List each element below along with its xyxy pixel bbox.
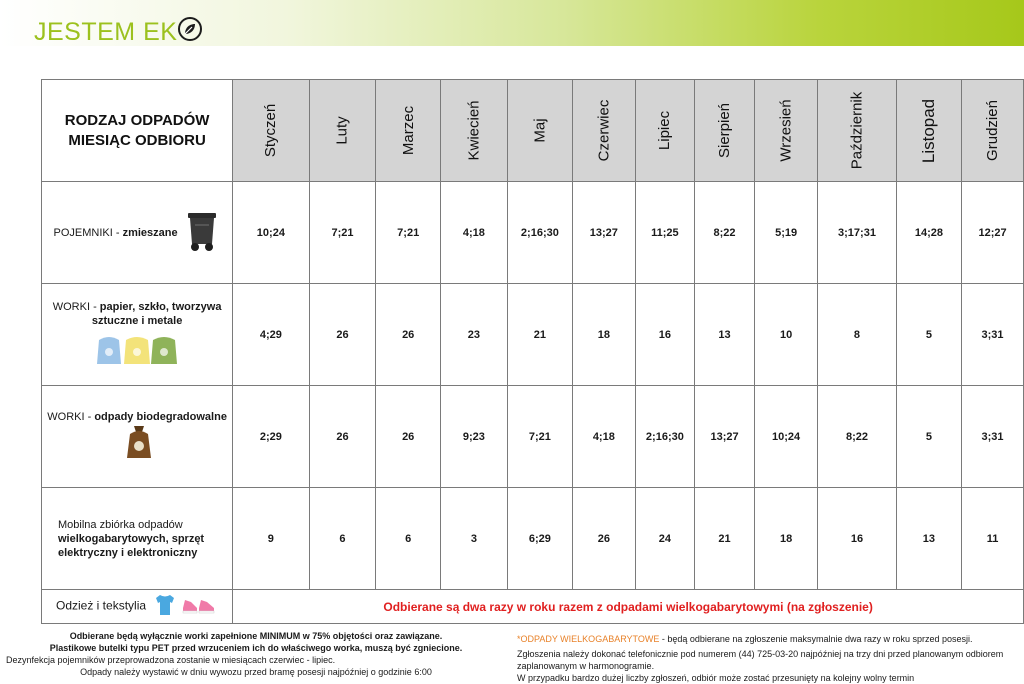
table-row [42,284,1024,386]
month-header-styczen: Styczeń [233,80,309,182]
cell-value: 3;31 [962,386,1024,488]
row-label-bold: wielkogabarytowych, sprzęt elektryczny i elektroniczny [58,532,205,559]
row-label-plain: POJEMNIKI - [53,226,123,239]
cell-value: 2;29 [233,386,309,488]
leaf-icon [178,17,202,41]
month-header-maj: Maj [507,80,572,182]
month-header-kwiecien: Kwiecień [440,80,507,182]
corner-line-2: MIESIĄC ODBIORU [68,131,206,149]
cell-value: 5 [896,284,961,386]
cell-value: 3;17;31 [818,182,897,284]
brand-logo [34,17,202,47]
cell-value: 26 [309,386,376,488]
table-row [42,386,1024,488]
row-label-recyclables [42,284,233,386]
row-label-bulky [42,488,233,590]
footer-bulky-intro [517,633,1017,645]
month-header-czerwiec: Czerwiec [572,80,635,182]
cell-value: 16 [635,284,694,386]
cell-value: 11 [962,488,1024,590]
corner-cell [42,80,233,182]
cell-value: 11;25 [635,182,694,284]
cell-value: 26 [376,284,441,386]
cell-value: 18 [754,488,817,590]
cell-value: 13;27 [572,182,635,284]
row-label-bold: papier, szkło, tworzywa sztuczne i metale [91,300,222,327]
row-label-bold: odpady biodegradowalne [94,410,227,423]
footer-bulky-delay: W przypadku bardzo dużej liczby zgłoszeń, odbiór może zostać przesunięty na kolejny wolny termin [517,673,915,683]
cell-value: 23 [440,284,507,386]
textiles-label: Odzież i tekstylia [56,598,147,613]
collection-schedule-table [41,79,1024,624]
row-label-bold: zmieszane [122,226,178,239]
tshirt-icon [153,593,177,620]
cell-value: 8 [818,284,897,386]
cell-value: 4;29 [233,284,309,386]
cell-value: 4;18 [572,386,635,488]
cell-value: 12;27 [962,182,1024,284]
sneakers-icon [181,594,217,619]
row-label-plain: WORKI - [52,300,100,313]
cell-value: 4;18 [440,182,507,284]
textiles-note: Odbierane są dwa razy w roku razem z odpadami wielkogabarytowymi (na zgłoszenie) [233,590,1024,624]
cell-value: 6 [309,488,376,590]
cell-value: 14;28 [896,182,961,284]
row-label-mixed [42,182,233,284]
footer-left [6,630,506,678]
row-label-plain: Mobilna zbiórka odpadów [58,518,183,531]
brown-bag-icon [124,424,154,464]
row-label-bio [42,386,233,488]
cell-value: 10 [754,284,817,386]
cell-value: 8;22 [695,182,755,284]
month-header-listopad: Listopad [896,80,961,182]
cell-value: 10;24 [754,386,817,488]
corner-line-1: RODZAJ ODPADÓW [64,111,210,129]
footer-right [517,633,1017,684]
cell-value: 9 [233,488,309,590]
cell-value: 21 [695,488,755,590]
month-header-marzec: Marzec [376,80,441,182]
footer-note-3: Dezynfekcja pojemników przeprowadzona zostanie w miesiącach czerwiec - lipiec. [6,655,336,665]
footer-bulky-phone: Zgłoszenia należy dokonać telefonicznie pod numerem (44) 725-03-20 najpóźniej na trzy dni przed planowanym odbiorem zaplanowanym w harmonogramie. [517,649,1004,671]
recycling-bags-icon [95,332,179,370]
month-header-lipiec: Lipiec [635,80,694,182]
cell-value: 9;23 [440,386,507,488]
cell-value: 8;22 [818,386,897,488]
cell-value: 7;21 [376,182,441,284]
textiles-label-cell [42,590,233,624]
footer-note-4: Odpady należy wystawić w dniu wywozu przed bramę posesji najpóźniej o godzinie 6:00 [80,667,432,677]
cell-value: 26 [572,488,635,590]
header-row [42,80,1024,182]
cell-value: 24 [635,488,694,590]
cell-value: 7;21 [507,386,572,488]
table-row [42,182,1024,284]
cell-value: 16 [818,488,897,590]
month-header-sierpien: Sierpień [695,80,755,182]
brand-title: JESTEM EK [34,18,178,46]
month-header-pazdziernik: Październik [818,80,897,182]
cell-value: 2;16;30 [635,386,694,488]
cell-value: 5;19 [754,182,817,284]
cell-value: 3 [440,488,507,590]
cell-value: 3;31 [962,284,1024,386]
bulky-highlight: *ODPADY WIELKOGABARYTOWE [517,634,660,644]
month-header-wrzesien: Wrzesień [754,80,817,182]
month-header-luty: Luty [309,80,376,182]
row-label-plain: WORKI - [47,410,95,423]
cell-value: 7;21 [309,182,376,284]
cell-value: 13;27 [695,386,755,488]
footer-note-2: Plastikowe butelki typu PET przed wrzuceniem ich do właściwego worka, muszą być zgniecione. [49,643,463,653]
black-bin-icon [183,210,221,256]
cell-value: 18 [572,284,635,386]
cell-value: 13 [695,284,755,386]
cell-value: 6 [376,488,441,590]
cell-value: 21 [507,284,572,386]
cell-value: 6;29 [507,488,572,590]
cell-value: 10;24 [233,182,309,284]
cell-value: 26 [376,386,441,488]
bulky-intro-text: - będą odbierane na zgłoszenie maksymalnie dwa razy w roku sprzed posesji. [659,634,973,644]
cell-value: 13 [896,488,961,590]
cell-value: 26 [309,284,376,386]
textiles-row [42,590,1024,624]
month-header-grudzien: Grudzień [962,80,1024,182]
cell-value: 2;16;30 [507,182,572,284]
cell-value: 5 [896,386,961,488]
table-row [42,488,1024,590]
footer-note-1: Odbierane będą wyłącznie worki zapełnione MINIMUM w 75% objętości oraz zawiązane. [69,631,443,641]
